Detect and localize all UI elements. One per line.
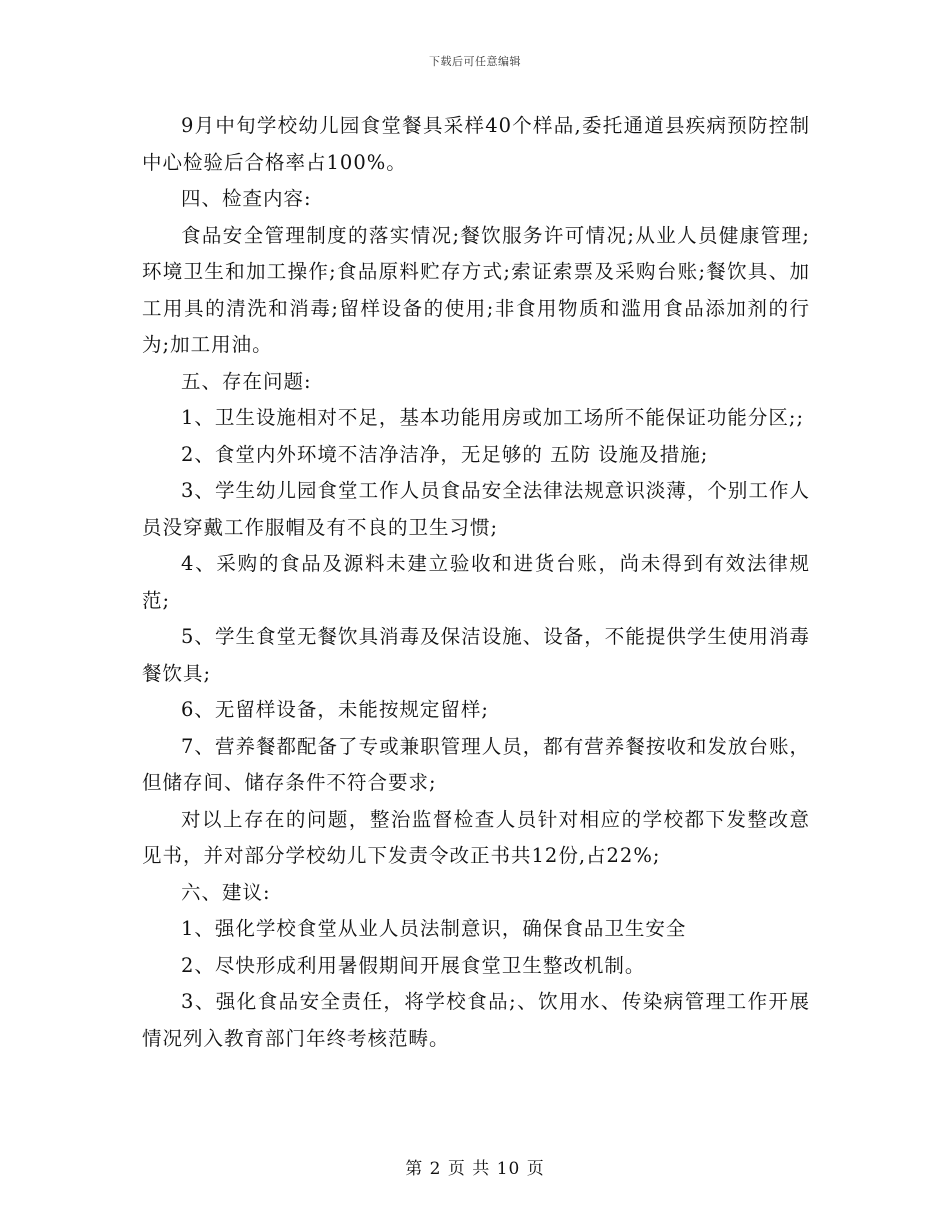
- heading-suggestions: 六、建议:: [181, 880, 271, 904]
- problem-item-2: 2、食堂内外环境不洁净洁净，无足够的 五防 设施及措施;: [181, 442, 709, 466]
- paragraph-rectification: 对以上存在的问题，整治监督检查人员针对相应的学校都下发整改意见书，并对部分学校幼儿下发责令改正书共12份,占22%;: [142, 807, 810, 867]
- paragraph-inspection-items: 食品安全管理制度的落实情况;餐饮服务许可情况;从业人员健康管理;环境卫生和加工操作;食品原料贮存方式;索证索票及采购台账;餐饮具、加工用具的清洗和消毒;留样设备的使用;非食用物质和滥用食品添加剂的行为;加工用油。: [142, 223, 810, 356]
- problem-item-1: 1、卫生设施相对不足，基本功能用房或加工场所不能保证功能分区;;: [181, 406, 805, 429]
- problem-item-5: 5、学生食堂无餐饮具消毒及保洁设施、设备，不能提供学生使用消毒餐饮具;: [142, 625, 810, 685]
- paragraph-sampling-result: 9月中旬学校幼儿园食堂餐具采样40个样品,委托通道县疾病预防控制中心检验后合格率占100%。: [142, 114, 810, 174]
- document-body: [142, 108, 810, 1057]
- page-number-footer: 第 2 页 共 10 页: [405, 1159, 545, 1179]
- suggestion-item-1: 1、强化学校食堂从业人员法制意识，确保食品卫生安全: [181, 917, 687, 940]
- heading-existing-problems: 五、存在问题:: [181, 369, 312, 393]
- suggestion-item-2: 2、尽快形成利用暑假期间开展食堂卫生整改机制。: [181, 953, 646, 977]
- problem-item-6: 6、无留样设备，未能按规定留样;: [181, 698, 489, 721]
- problem-item-3: 3、学生幼儿园食堂工作人员食品安全法律法规意识淡薄，个别工作人员没穿戴工作服帽及有不良的卫生习惯;: [142, 479, 810, 539]
- heading-inspection-content: 四、检查内容:: [181, 187, 312, 210]
- problem-item-4: 4、采购的食品及源料未建立验收和进货台账，尚未得到有效法律规范;: [142, 552, 810, 612]
- suggestion-item-3: 3、强化食品安全责任，将学校食品;、饮用水、传染病管理工作开展情况列入教育部门年终考核范畴。: [142, 990, 810, 1050]
- page-header: 下载后可任意编辑: [429, 55, 521, 68]
- problem-item-7: 7、营养餐都配备了专或兼职管理人员，都有营养餐按收和发放台账，但储存间、储存条件不符合要求;: [142, 734, 810, 794]
